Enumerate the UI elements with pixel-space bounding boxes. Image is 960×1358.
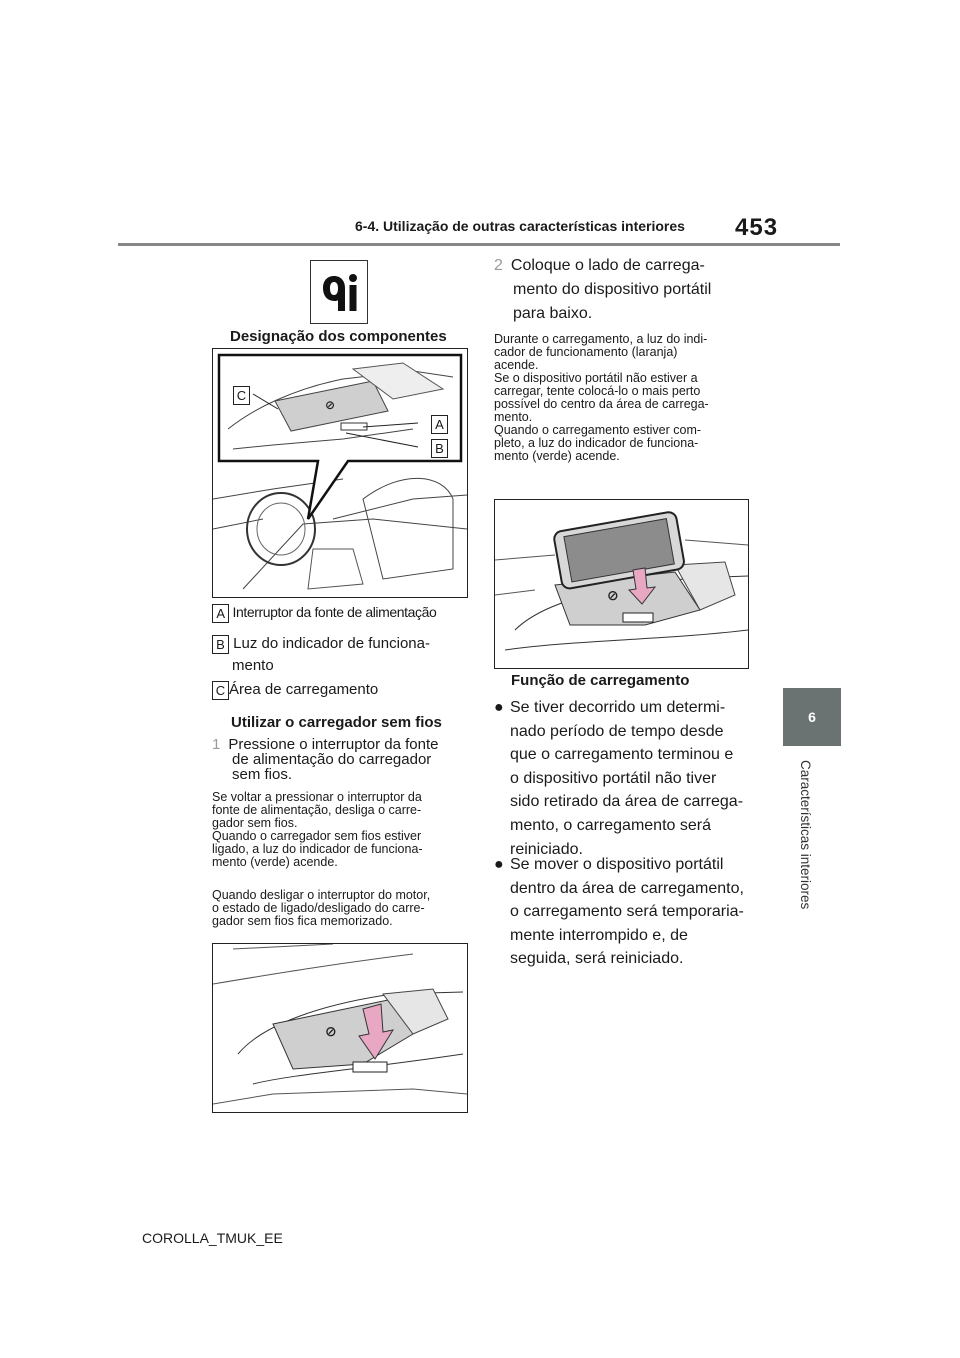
qi-logo-icon [310,260,368,324]
note-2: Quando desligar o interruptor do motor, o estado de ligado/desligado do carre- gador sem fios fica memorizado. [212,888,431,928]
chapter-tab: 6 [783,688,841,746]
step-2: 2 Coloque o lado de carrega- mento do dispositivo portátil para baixo. [494,257,712,322]
fig-label-a: A [431,415,448,434]
section-title: 6-4. Utilização de outras características interiores [355,218,685,234]
use-title: Utilizar o carregador sem fios [231,714,442,731]
note-1: Se voltar a pressionar o interruptor da fonte de alimentação, desliga o carre- gador sem fios. Quando o carregador sem fios estiver ligado, a luz do indicador de funciona- mento (verde) acende. [212,790,423,869]
svg-text:⊘: ⊘ [325,1024,337,1040]
label-b: B Luz do indicador de funciona- mento [212,633,430,677]
svg-text:⊘: ⊘ [607,588,619,604]
fig-label-b: B [431,439,448,458]
components-title: Designação dos componentes [230,328,447,345]
function-title: Função de carregamento [511,672,690,689]
svg-text:⊘: ⊘ [325,398,336,412]
label-c: C Área de carregamento [212,679,378,701]
fig-label-c: C [233,386,250,405]
press-switch-illustration [212,943,468,1113]
label-a: A Interruptor da fonte de alimentação [212,604,436,623]
step-1: 1 Pressione o interruptor da fonte de alimentação do carregador sem fios. [212,736,439,783]
bullet-2: ● Se mover o dispositivo portátil dentro da área de carregamento, o carregamento será temporaria- mente interrompido e, de seguida, será reiniciado. [494,856,744,968]
header-rule [118,243,840,246]
interior-illustration [212,348,468,598]
charging-note: Durante o carregamento, a luz do indi- cador de funcionamento (laranja) acende. Se o dispositivo portátil não estiver a carregar, tente colocá-lo o mais perto possível do centro da área de carrega- mento. Quando o carregamento estiver com- pleto, a luz do indicador de funciona- mento (verde) acende. [494,332,709,463]
chapter-label: Características interiores [798,760,813,910]
bullet-1: ● Se tiver decorrido um determi- nado período de tempo desde que o carregamento terminou e o dispositivo portátil não tiver sido retirado da área de carrega- mento, o carregamento será reiniciado. [494,699,744,858]
place-device-illustration [494,499,749,669]
page-number: 453 [735,214,779,241]
footer-code: COROLLA_TMUK_EE [142,1230,283,1246]
